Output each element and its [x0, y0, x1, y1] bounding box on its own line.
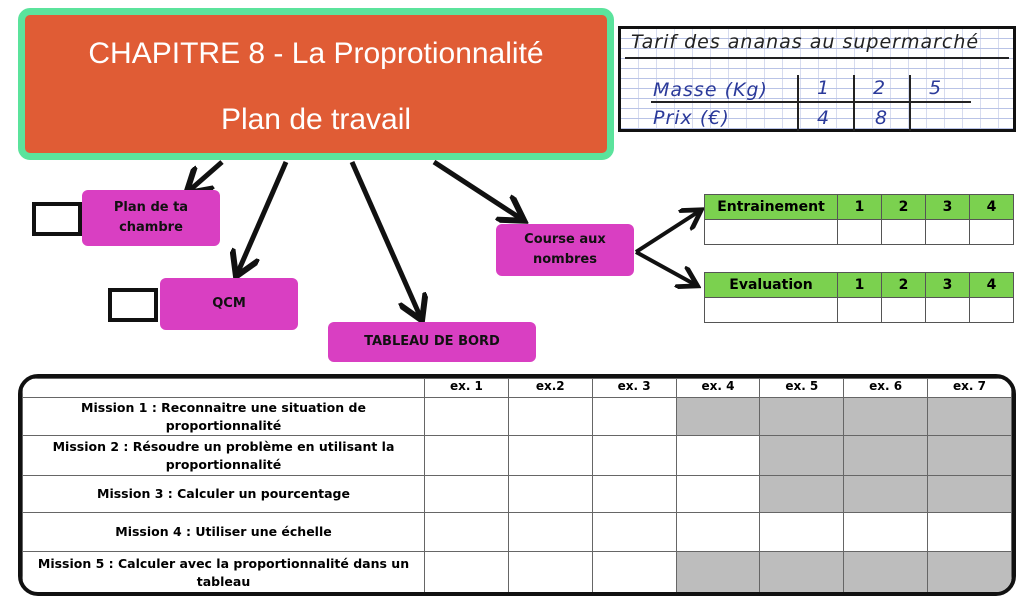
chapter-title-box [18, 8, 614, 160]
mission-cell[interactable] [425, 476, 509, 513]
mission-cell-disabled [760, 398, 844, 436]
arrow-to-course [434, 162, 520, 218]
missions-panel [18, 374, 1016, 596]
tarif-table [618, 26, 1016, 132]
qcm-label: QCM [212, 296, 246, 311]
exercise-header: ex. 4 [676, 379, 760, 398]
tarif-row2-label: Prix (€) [653, 107, 730, 129]
mission-cell-disabled [928, 552, 1012, 594]
evaluation-col: 1 [838, 273, 882, 298]
entrainement-col: 4 [970, 195, 1014, 220]
mission-cell[interactable] [425, 513, 509, 552]
exercise-header: ex. 3 [592, 379, 676, 398]
evaluation-cell[interactable] [838, 298, 882, 323]
entrainement-cell[interactable] [882, 220, 926, 245]
entrainement-cell[interactable] [705, 220, 838, 245]
evaluation-cell[interactable] [705, 298, 838, 323]
mission-cell[interactable] [508, 476, 592, 513]
mission-cell[interactable] [425, 398, 509, 436]
mission-cell-disabled [760, 436, 844, 476]
mission-cell-disabled [844, 476, 928, 513]
mission-cell-disabled [676, 552, 760, 594]
entrainement-col: 3 [926, 195, 970, 220]
mission-label: Mission 3 : Calculer un pourcentage [23, 476, 425, 513]
mission-cell[interactable] [760, 513, 844, 552]
tableau-bord-node[interactable] [328, 322, 536, 362]
tarif-row1-label: Masse (Kg) [653, 79, 768, 101]
missions-header-row [23, 379, 1012, 398]
missions-table [22, 378, 1012, 594]
entrainement-cell[interactable] [926, 220, 970, 245]
qcm-node[interactable] [160, 278, 298, 330]
mission-cell[interactable] [592, 513, 676, 552]
arrow-to-tableau-bord [352, 162, 420, 316]
chapter-title: CHAPITRE 8 - La Proprotionnalité [88, 37, 544, 70]
plan-chambre-label: Plan de ta chambre [113, 200, 189, 235]
evaluation-cell[interactable] [882, 298, 926, 323]
entrainement-cell[interactable] [838, 220, 882, 245]
mission-cell[interactable] [592, 436, 676, 476]
mission-cell[interactable] [676, 476, 760, 513]
mission-label: Mission 5 : Calculer avec la proportionnalité dans un tableau [23, 552, 425, 594]
missions-corner [23, 379, 425, 398]
mission-row [23, 513, 1012, 552]
mission-cell[interactable] [592, 398, 676, 436]
evaluation-col: 3 [926, 273, 970, 298]
exercise-header: ex. 6 [844, 379, 928, 398]
tarif-row1-value: 5 [929, 77, 943, 99]
mission-cell[interactable] [425, 436, 509, 476]
tarif-col-line [909, 75, 911, 131]
mission-cell-disabled [928, 436, 1012, 476]
mission-label: Mission 1 : Reconnaitre une situation de proportionnalité [23, 398, 425, 436]
mission-cell[interactable] [425, 552, 509, 594]
evaluation-cell[interactable] [926, 298, 970, 323]
tarif-row1-value: 2 [873, 77, 887, 99]
mission-row [23, 476, 1012, 513]
mission-cell-disabled [676, 398, 760, 436]
mission-cell-disabled [928, 476, 1012, 513]
tarif-row2-value: 8 [875, 107, 889, 129]
entrainement-col: 2 [882, 195, 926, 220]
plan-chambre-node[interactable] [82, 190, 220, 246]
mission-cell-disabled [844, 552, 928, 594]
mission-label: Mission 4 : Utiliser une échelle [23, 513, 425, 552]
tableau-bord-label: TABLEAU DE BORD [364, 334, 500, 349]
mission-cell-disabled [760, 552, 844, 594]
exercise-header: ex. 7 [928, 379, 1012, 398]
entrainement-label: Entrainement [705, 195, 838, 220]
tarif-row1-value: 1 [817, 77, 831, 99]
evaluation-col: 2 [882, 273, 926, 298]
mission-row [23, 436, 1012, 476]
evaluation-table [704, 272, 1014, 323]
tarif-title: Tarif des ananas au supermarché [631, 31, 980, 53]
mission-cell[interactable] [844, 513, 928, 552]
mission-cell[interactable] [676, 436, 760, 476]
arrow-to-plan-chambre [190, 162, 222, 190]
tarif-row2-value: 4 [817, 107, 831, 129]
entrainement-table [704, 194, 1014, 245]
mission-cell-disabled [844, 398, 928, 436]
mission-cell[interactable] [508, 513, 592, 552]
exercise-header: ex.2 [508, 379, 592, 398]
mission-row [23, 552, 1012, 594]
tarif-col-line [797, 75, 799, 131]
mission-cell[interactable] [508, 552, 592, 594]
mission-cell[interactable] [676, 513, 760, 552]
evaluation-cell[interactable] [970, 298, 1014, 323]
mission-row [23, 398, 1012, 436]
arrow-to-evaluation [636, 252, 694, 284]
mission-cell[interactable] [508, 398, 592, 436]
mission-cell-disabled [844, 436, 928, 476]
mission-cell[interactable] [592, 476, 676, 513]
plan-chambre-checkbox[interactable] [32, 202, 82, 236]
evaluation-col: 4 [970, 273, 1014, 298]
mission-cell[interactable] [592, 552, 676, 594]
exercise-header: ex. 1 [425, 379, 509, 398]
tarif-title-underline [625, 57, 1009, 59]
tarif-divider [651, 101, 971, 103]
course-node[interactable] [496, 224, 634, 276]
mission-label: Mission 2 : Résoudre un problème en utilisant la proportionnalité [23, 436, 425, 476]
mission-cell[interactable] [928, 513, 1012, 552]
tarif-col-line [853, 75, 855, 131]
qcm-checkbox[interactable] [108, 288, 158, 322]
exercise-header: ex. 5 [760, 379, 844, 398]
mission-cell[interactable] [508, 436, 592, 476]
evaluation-label: Evaluation [705, 273, 838, 298]
arrow-to-qcm [238, 162, 286, 272]
entrainement-col: 1 [838, 195, 882, 220]
mission-cell-disabled [760, 476, 844, 513]
chapter-subtitle: Plan de travail [220, 103, 412, 136]
arrow-to-entrainement [636, 212, 698, 252]
entrainement-cell[interactable] [970, 220, 1014, 245]
course-label: Course aux nombres [524, 232, 606, 267]
mission-cell-disabled [928, 398, 1012, 436]
